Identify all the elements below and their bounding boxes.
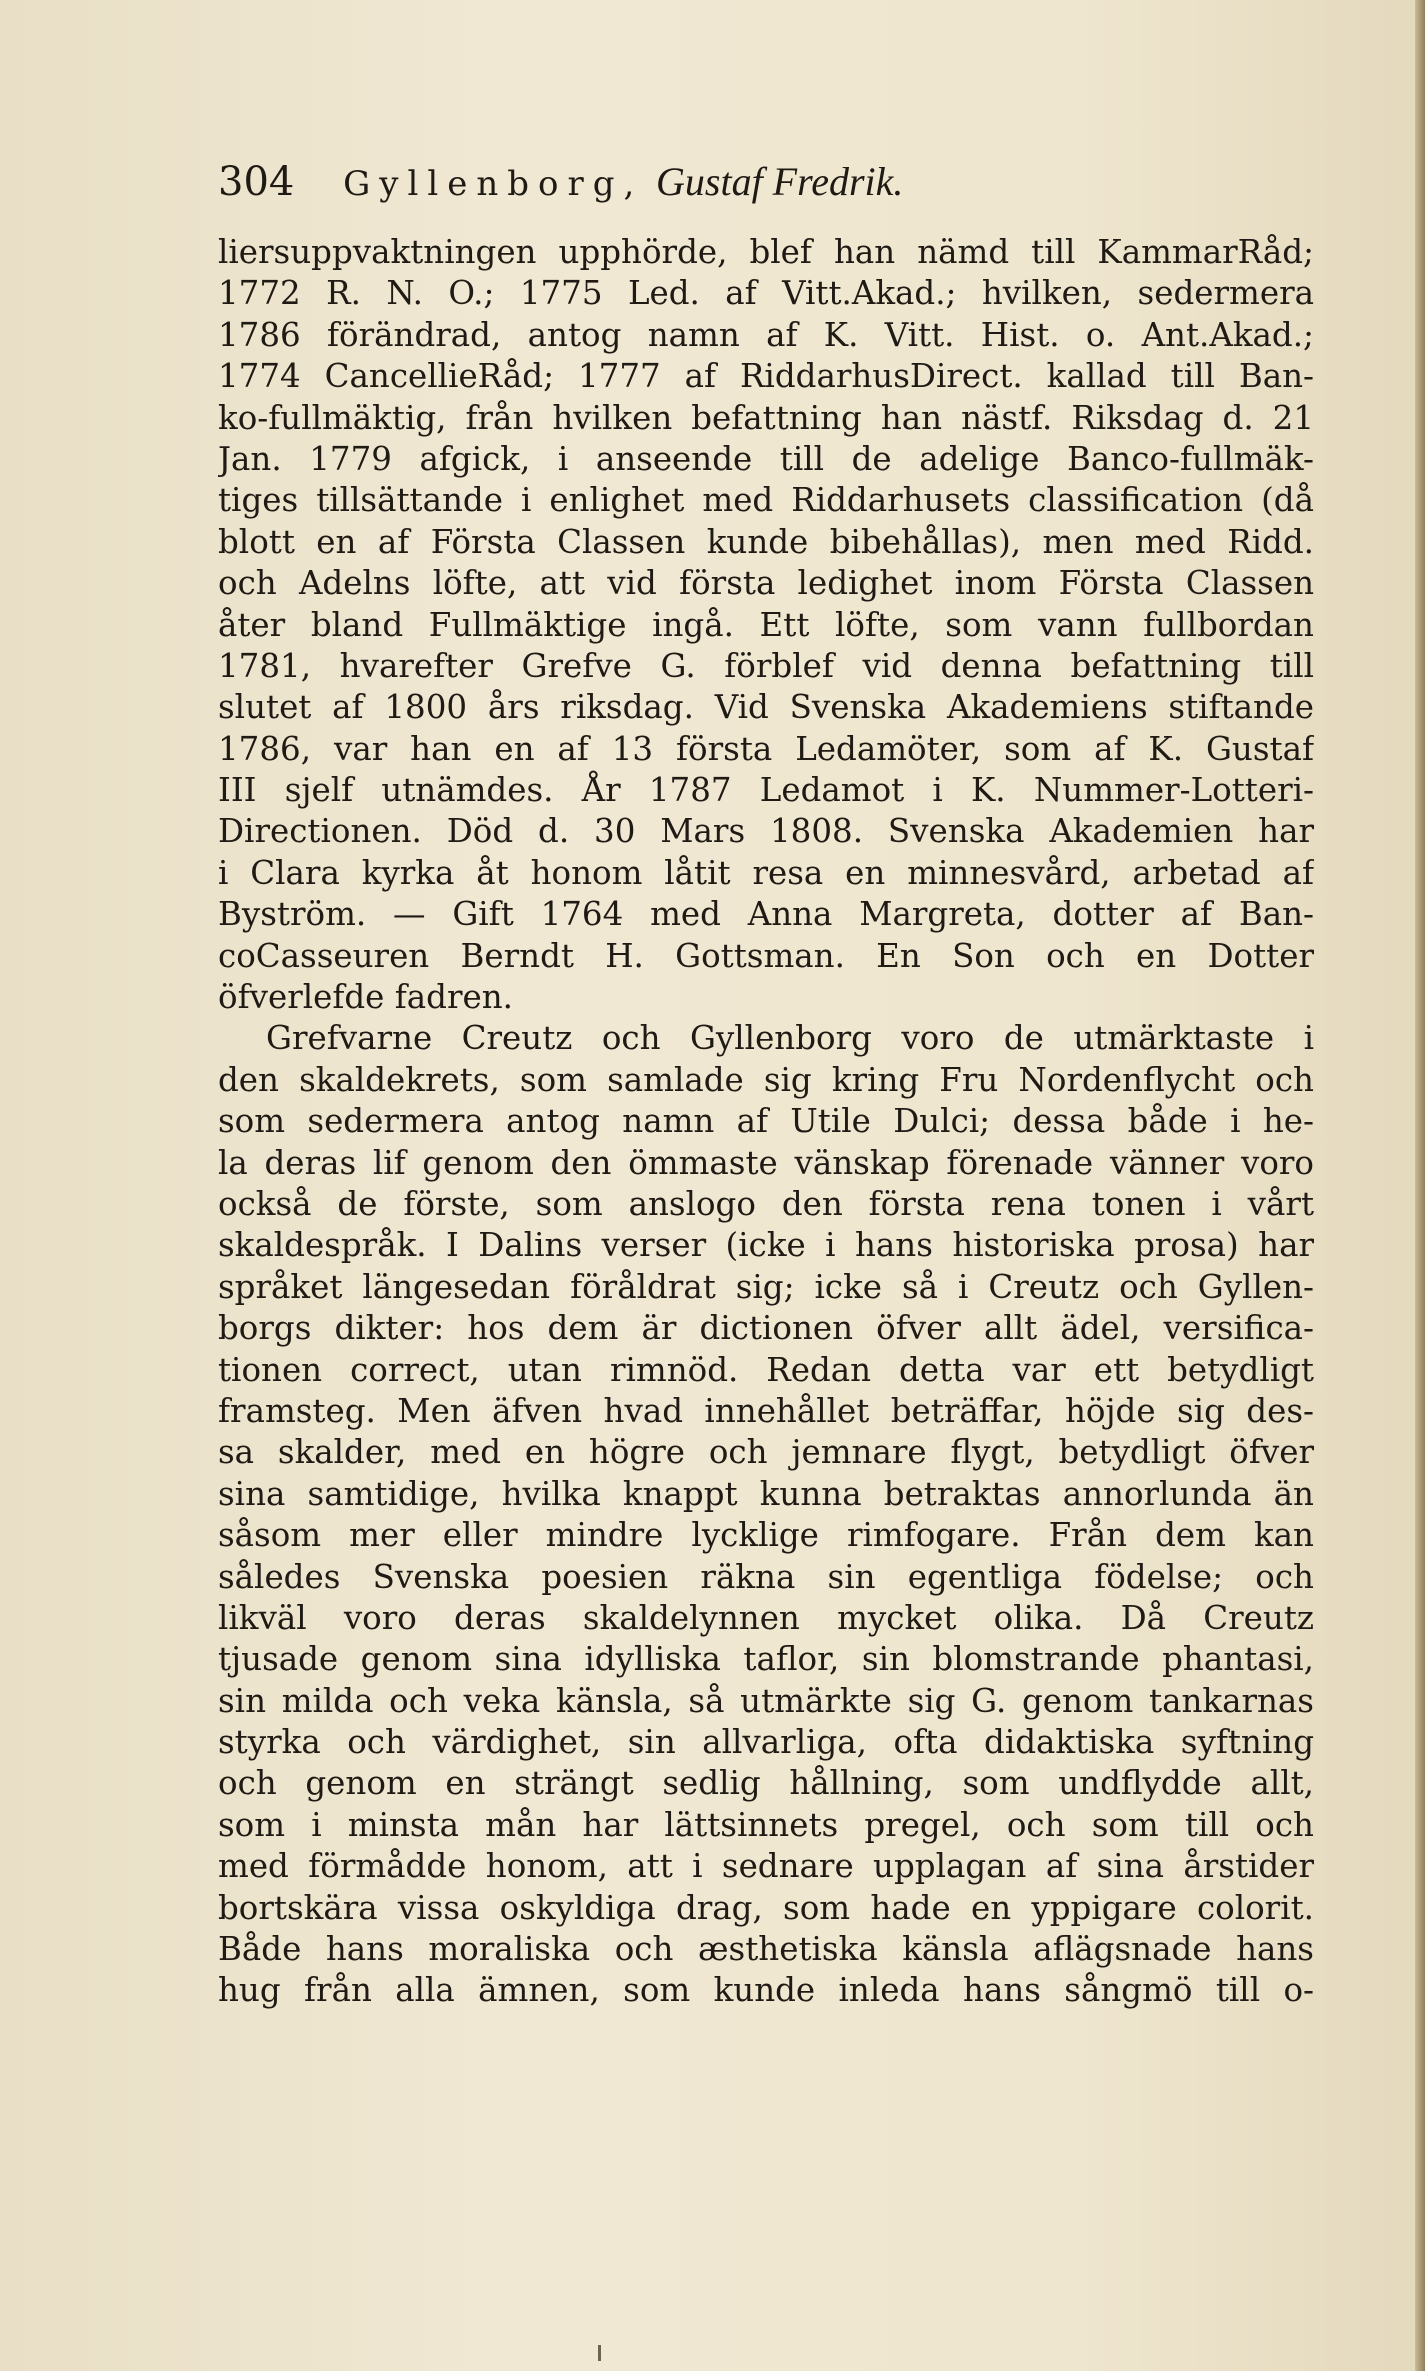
text-line: den skaldekrets, som samlade sig kring Fru Nordenflycht och [218, 1060, 1314, 1099]
text-line: likväl voro deras skaldelynnen mycket olika. Då Creutz [218, 1598, 1314, 1637]
text-line: skaldespråk. I Dalins verser (icke i hans historiska prosa) har [218, 1226, 1314, 1265]
text-line: styrka och värdighet, sin allvarliga, ofta didaktiska syftning [218, 1723, 1314, 1762]
text-line: 1772 R. N. O.; 1775 Led. af Vitt.Akad.; hvilken, sedermera [218, 274, 1314, 313]
text-line: åter bland Fullmäktige ingå. Ett löfte, som vann fullbordan [218, 605, 1314, 644]
page-header [218, 152, 1318, 212]
text-line: och Adelns löfte, att vid första ledighet inom Första Classen [218, 564, 1314, 603]
text-line: som i minsta mån har lättsinnets pregel, och som till och [218, 1805, 1314, 1844]
text-line: 1774 CancellieRåd; 1777 af RiddarhusDirect. kallad till Ban- [218, 357, 1314, 396]
text-line: la deras lif genom den ömmaste vänskap förenade vänner voro [218, 1143, 1314, 1182]
text-line: också de förste, som anslogo den första rena tonen i vårt [218, 1184, 1314, 1223]
running-head-given-names: Gustaf Fredrik. [656, 159, 904, 204]
text-line: framsteg. Men äfven hvad innehållet beträffar, höjde sig des- [218, 1391, 1314, 1430]
page-number: 304 [218, 159, 295, 205]
text-line: och genom en strängt sedlig hållning, som undflydde allt, [218, 1764, 1314, 1803]
page-edge [1415, 0, 1425, 2371]
text-line: tiges tillsättande i enlighet med Riddarhusets classification (då [218, 481, 1314, 520]
paragraph-end-line: öfverlefde fadren. [218, 978, 513, 1017]
running-head-surname: Gyllenborg, [343, 164, 644, 204]
text-line: med förmådde honom, att i sednare upplagan af sina årstider [218, 1847, 1314, 1886]
text-line: 1786, var han en af 13 första Ledamöter, som af K. Gustaf [218, 729, 1314, 768]
text-line: således Svenska poesien räkna sin egentliga födelse; och [218, 1557, 1314, 1596]
text-line: 1781, hvarefter Grefve G. förblef vid denna befattning till [218, 646, 1314, 685]
text-line: som sedermera antog namn af Utile Dulci; dessa både i he- [218, 1102, 1314, 1141]
paragraph-first-line: Grefvarne Creutz och Gyllenborg voro de utmärktaste i [266, 1019, 1314, 1058]
text-line: liersuppvaktningen upphörde, blef han nämd till KammarRåd; [218, 233, 1314, 271]
text-line: bortskära vissa oskyldiga drag, som hade en yppigare colorit. [218, 1888, 1314, 1927]
text-line: tionen correct, utan rimnöd. Redan detta var ett betydligt [218, 1350, 1314, 1389]
text-line: Byström. — Gift 1764 med Anna Margreta, dotter af Ban- [218, 895, 1314, 934]
text-line: 1786 förändrad, antog namn af K. Vitt. Hist. o. Ant.Akad.; [218, 315, 1314, 354]
text-line: språket längesedan föråldrat sig; icke så i Creutz och Gyllen- [218, 1267, 1314, 1306]
text-line: hug från alla ämnen, som kunde inleda hans sångmö till o- [218, 1971, 1314, 2010]
text-line: tjusade genom sina idylliska taflor, sin blomstrande phantasi, [218, 1640, 1314, 1679]
text-line: Directionen. Död d. 30 Mars 1808. Svenska Akademien har [218, 812, 1314, 851]
text-line: III sjelf utnämdes. År 1787 Ledamot i K. Nummer-Lotteri- [218, 771, 1314, 810]
text-line: såsom mer eller mindre lycklige rimfogare. Från dem kan [218, 1516, 1314, 1555]
text-line: slutet af 1800 års riksdag. Vid Svenska Akademiens stiftande [218, 688, 1314, 727]
text-line: coCasseuren Berndt H. Gottsman. En Son och en Dotter [218, 936, 1314, 975]
text-line: ko-fullmäktig, från hvilken befattning han nästf. Riksdag d. 21 [218, 398, 1314, 437]
text-line: Jan. 1779 afgick, i anseende till de adelige Banco-fullmäk- [218, 439, 1314, 478]
binding-mark [598, 2345, 601, 2361]
text-line: borgs dikter: hos dem är dictionen öfver allt ädel, versifica- [218, 1309, 1314, 1348]
text-line: sina samtidige, hvilka knappt kunna betraktas annorlunda än [218, 1474, 1314, 1513]
body-text [218, 232, 1314, 2012]
text-line: sa skalder, med en högre och jemnare flygt, betydligt öfver [218, 1433, 1314, 1472]
text-line: blott en af Första Classen kunde bibehållas), men med Ridd. [218, 522, 1314, 561]
text-line: sin milda och veka känsla, så utmärkte sig G. genom tankarnas [218, 1681, 1314, 1720]
text-line: i Clara kyrka åt honom låtit resa en minnesvård, arbetad af [218, 853, 1314, 892]
text-line: Både hans moraliska och æsthetiska känsla aflägsnade hans [218, 1930, 1314, 1969]
